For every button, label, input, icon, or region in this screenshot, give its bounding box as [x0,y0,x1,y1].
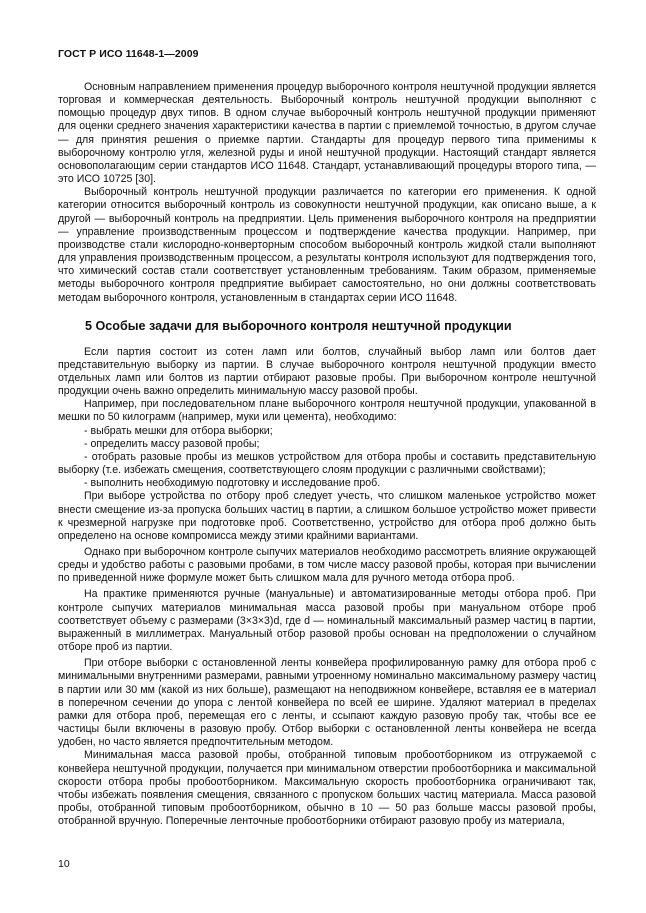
document-body [58,81,596,828]
paragraph: При выборе устройства по отбору проб следует учесть, что слишком маленькое устройство может внести смещение из-за пропуска больших частиц в партии, а слишком большое устройство может привести к чрезмерной нагрузке при подготовке проб. Соответственно, устройство для отбора проб должно быть определено на основе компромисса между этими крайними вариантами. [58,490,596,542]
paragraph: На практике применяются ручные (мануальные) и автоматизированные методы отбора проб. При контроле сыпучих материалов минимальная масса разовой пробы при мануальном отборе проб соответствует объему с размерами (3×3×3)d, где d — номинальный максимальный размер частиц в партии, выраженный в миллиметрах. Мануальный отбор разовой пробы основан на предположении о случайном отборе проб из партии. [58,588,596,654]
document-header: ГОСТ Р ИСО 11648-1—2009 [58,48,199,60]
section-title: 5 Особые задачи для выборочного контроля нештучной продукции [85,318,512,333]
list-item: - выполнить необходимую подготовку и исследование проб. [84,477,381,490]
paragraph: Например, при последовательном плане выборочного контроля нештучной продукции, упакованной в мешки по 50 килограмм (например, муки или цемента), необходимо: [58,398,596,424]
paragraph: Выборочный контроль нештучной продукции различается по категории его применения. К одной категории относится выборочный контроль из совокупности нештучной продукции, как описано выше, а к другой — выборочный контроль на предприятии. Цель применения выборочного контроля на предприятии — управление производственным процессом и подтверждение качества продукции. Например, при производстве стали кислородно-конверторным способом выборочный контроль жидкой стали выполняют для управления производственным процессом, а результаты контроля используют для подтверждения того, что химический состав стали соответствует установленным требованиям. Таким образом, применяемые методы выборочного контроля предприятие выбирает самостоятельно, но они должны соответствовать методам выборочного контроля, установленным в стандартах серии ИСО 11648. [58,186,596,304]
paragraph: При отборе выборки с остановленной ленты конвейера профилированную рамку для отбора проб с минимальными внутренними размерами, равными утроенному номинально максимальному размеру частиц в партии или 30 мм (какой из них больше), размещают на неподвижном конвейере, вставляя ее в материал в поперечном сечении до упора с лентой конвейера по всей ее ширине. Удаляют материал в пределах рамки для отбора проб, перемещая его с ленты, и ссыпают каждую разовую пробу так, чтобы все ее частицы были включены в разовую пробу. Отбор выборки с остановленной ленты конвейера не всегда удобен, но часто является предпочтительным методом. [58,657,596,749]
list-item: - определить массу разовой пробы; [84,437,260,450]
paragraph: Основным направлением применения процедур выборочного контроля нештучной продукции является торговая и коммерческая деятельность. Выборочный контроль нештучной продукции выполняют с помощью процедур двух типов. В одном случае выборочный контроль нештучной продукции применяют для оценки среднего значения характеристики качества в партии с приемлемой точностью, в другом случае — для принятия решения о приемке партии. Стандарты для процедур первого типа применимы к выборочному контролю угля, железной руды и иной нештучной продукции. Настоящий стандарт является основополагающим серии стандартов ИСО 11648. Стандарт, устанавливающий процедуры второго типа, — это ИСО 10725 [30]. [58,81,596,186]
list-item: - выбрать мешки для отбора выборки; [84,424,273,437]
paragraph: Минимальная масса разовой пробы, отобранной типовым пробоотборником из отгружаемой с конвейера нештучной продукции, получается при минимальном отверстии пробоотборника и максимальной скорости отбора пробы пробоотборником. Максимальную скорость пробоотборника ограничивают так, чтобы избежать появления смещения, связанного с пропуском больших частиц материала. Масса разовой пробы, отобранной типовым пробоотборником, обычно в 10 — 50 раз больше массы разовой пробы, отобранной вручную. Поперечные ленточные пробоотборники отбирают разовую пробу из материала, [58,749,596,828]
paragraph: Если партия состоит из сотен ламп или болтов, случайный выбор ламп или болтов дает представительную выборку из партии. В случае выборочного контроля нештучной продукции вместо отдельных ламп или болтов из партии отбирают разовые пробы. При выборочном контроле нештучной продукции очень важно определить минимальную массу разовой пробы. [58,345,596,398]
paragraph: Однако при выборочном контроле сыпучих материалов необходимо рассмотреть влияние окружающей среды и удобство работы с разовыми пробами, в том числе массу разовой пробы, которая при вычислении по приведенной ниже формуле может быть слишком мала для ручного метода отбора проб. [58,546,597,585]
page-number: 10 [58,858,70,870]
list-item: - отобрать разовые пробы из мешков устройством для отбора пробы и составить представительную выборку (т.е. избежать смещения, соответствующего слоям продукции с различными свойствами); [58,450,596,477]
